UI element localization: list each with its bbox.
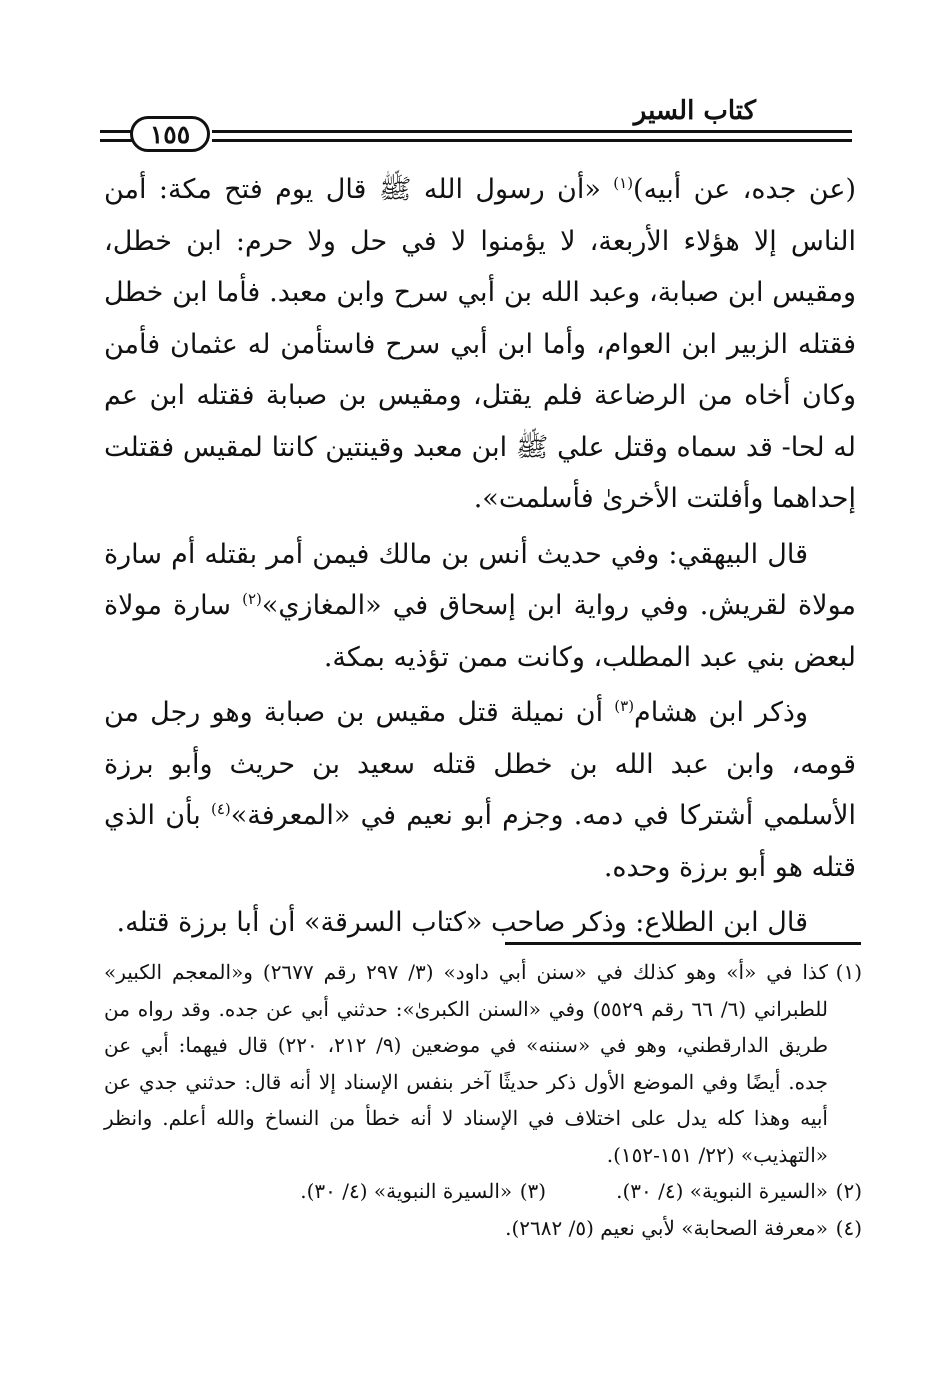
running-title: كتاب السير — [633, 96, 756, 126]
footnotes — [104, 954, 862, 1246]
footnote-ref-3: (٣) — [614, 697, 635, 715]
header-rule-upper — [212, 130, 852, 133]
footnote-text: «معرفة الصحابة» لأبي نعيم (٥/ ٢٦٨٢). — [505, 1215, 828, 1240]
main-text — [104, 164, 856, 953]
paragraph-text: (عن جده، عن أبيه) — [633, 174, 856, 205]
paragraph-text: «أن رسول الله ﷺ قال يوم فتح مكة: أمن الناس إلا هؤلاء الأربعة، لا يؤمنوا لا في حل ولا حرم: ابن خطل، ومقيس ابن صبابة، وعبد الله بن أبي سرح وابن معبد. فأما ابن خطل فقتله الزبير ابن العوام، وأما ابن أبي سرح فاستأمن له عثمان فأمن وكان أخاه من الرضاعة فلم يقتل، ومقيس بن صبابة فقتله ابن عم له لحا- قد سماه وقتل علي ﷺ ابن معبد وقينتين كانتا لمقيس فقتلت إحداهما وأفلتت الأخرىٰ فأسلمت». — [104, 174, 856, 514]
footnote-number: (٢) — [835, 1179, 862, 1203]
paragraph-text: أن نميلة قتل مقيس بن صبابة وهو رجل من قومه، وابن عبد الله بن خطل قتله سعيد بن حريث وأبو برزة الأسلمي أشتركا في دمه. وجزم أبو نعيم في «المعرفة» — [104, 697, 856, 831]
paragraph-3 — [104, 687, 856, 893]
footnote-text: كذا في «أ» وهو كذلك في «سنن أبي داود» (٣/ ٢٩٧ رقم ٢٦٧٧) و«المعجم الكبير» للطبراني (٦/ ٦٦ رقم ٥٥٢٩) وفي «السنن الكبرىٰ»: حدثني أبي عن جده. وقد رواه من طريق الدارقطني، وهو في «سننه» في موضعين (٩/ ٢١٢، ٢٢٠) قال فيهما: أبي عن جده. أيضًا وفي الموضع الأول ذكر حديثًا آخر بنفس الإسناد إلا أنه قال: حدثني جدي عن أبيه وهذا كله يدل على اختلاف في الإسناد لا أنه خطأ من النساخ والله أعلم. وانظر «التهذيب» (٢٢/ ١٥١-١٥٢). — [104, 960, 829, 1167]
paragraph-text: سارة مولاة لبعض بني عبد المطلب، وكانت ممن تؤذيه بمكة. — [104, 590, 856, 673]
paragraph-1 — [104, 164, 856, 525]
footnote-text: «السيرة النبوية» (٤/ ٣٠). — [300, 1179, 513, 1203]
paragraph-text: قال ابن الطلاع: وذكر صاحب «كتاب السرقة» أن أبا برزة قتله. — [116, 907, 808, 938]
paragraph-4 — [104, 897, 856, 949]
paragraph-text: بأن الذي قتله هو أبو برزة وحده. — [104, 800, 856, 883]
footnote-4 — [104, 1210, 862, 1247]
header-rule-lower — [212, 139, 852, 142]
footnote-2 — [616, 1173, 862, 1210]
footnote-ref-4: (٤) — [210, 800, 231, 818]
header-rule-left-lower — [100, 139, 132, 142]
footnote-row-2-3 — [104, 1173, 862, 1210]
paragraph-text: وذكر ابن هشام — [634, 697, 808, 728]
footnote-ref-1: (١) — [613, 174, 634, 192]
footnote-3 — [300, 1173, 546, 1210]
footnote-1 — [104, 954, 862, 1173]
header-rule-left-upper — [100, 130, 132, 133]
paragraph-2 — [104, 529, 856, 684]
paragraph-text: قال البيهقي: وفي حديث أنس بن مالك فيمن أمر بقتله أم سارة مولاة لقريش. وفي رواية ابن إسحاق في «المغازي» — [104, 538, 856, 621]
page-header — [100, 92, 852, 164]
footnote-number: (١) — [835, 960, 862, 984]
page-number: ١٥٥ — [130, 116, 210, 152]
footnote-separator — [505, 942, 861, 945]
footnote-number: (٣) — [519, 1179, 547, 1203]
footnote-ref-2: (٢) — [242, 590, 262, 608]
footnote-number: (٤) — [835, 1215, 862, 1240]
footnote-text: «السيرة النبوية» (٤/ ٣٠). — [616, 1179, 828, 1203]
